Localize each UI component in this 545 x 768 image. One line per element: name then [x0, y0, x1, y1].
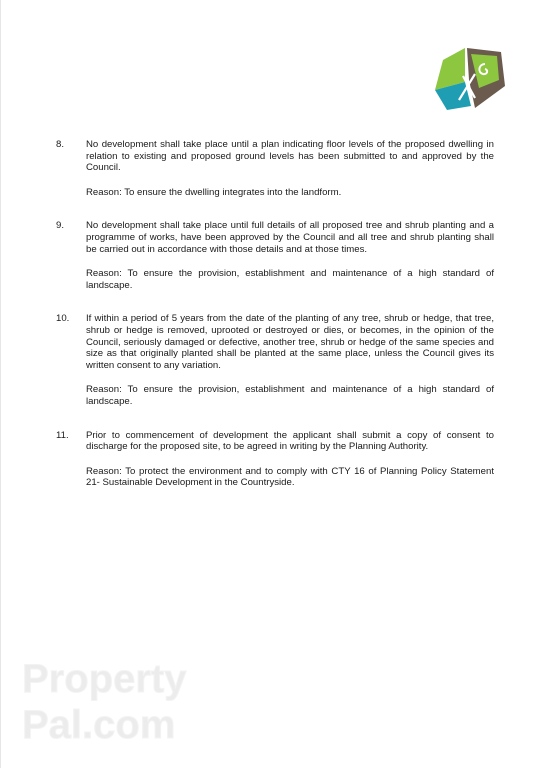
- condition-reason: Reason: To protect the environment and to comply with CTY 16 of Planning Policy Statement 21- Sustainable Development in the Countryside.: [86, 465, 494, 489]
- watermark-line2: Pal.com: [22, 703, 176, 747]
- propertypal-watermark: [22, 650, 222, 750]
- page-edge: [0, 0, 1, 768]
- council-logo-icon: [435, 46, 505, 114]
- condition-reason: Reason: To ensure the provision, establishment and maintenance of a high standard of landscape.: [86, 384, 494, 407]
- condition-number: 10.: [56, 313, 70, 325]
- condition-number: 11.: [56, 429, 69, 441]
- condition-text: Prior to commencement of development the applicant shall submit a copy of consent to discharge for the proposed site, to be agreed in writing by the Planning Authority.: [86, 429, 494, 453]
- condition-11: [56, 430, 494, 489]
- condition-10: [56, 313, 494, 407]
- condition-8: [56, 139, 494, 198]
- condition-number: 8.: [56, 139, 65, 150]
- condition-reason: Reason: To ensure the provision, establishment and maintenance of a high standard of landscape.: [86, 268, 494, 291]
- condition-reason: Reason: To ensure the dwelling integrates into the landform.: [86, 186, 342, 198]
- condition-text: No development shall take place until full details of all proposed tree and shrub planting and a programme of works, have been approved by the Council and all tree and shrub planting shall be carried out in accordance with those details and at those times.: [86, 220, 494, 255]
- watermark-line1: Property: [22, 657, 187, 701]
- condition-text: No development shall take place until a plan indicating floor levels of the proposed dwelling in relation to existing and proposed ground levels has been submitted to and approved by the Council.: [86, 139, 494, 174]
- condition-number: 9.: [56, 220, 65, 232]
- condition-text: If within a period of 5 years from the date of the planting of any tree, shrub or hedge, that tree, shrub or hedge is removed, uprooted or destroyed or dies, or becomes, in the opinion of the Council, seriously damaged or defective, another tree, shrub or hedge of the same species and size as that originally planted shall be planted at the same place, unless the Council gives its written consent to any variation.: [86, 313, 494, 371]
- conditions-list: [56, 139, 494, 489]
- condition-9: [56, 220, 494, 291]
